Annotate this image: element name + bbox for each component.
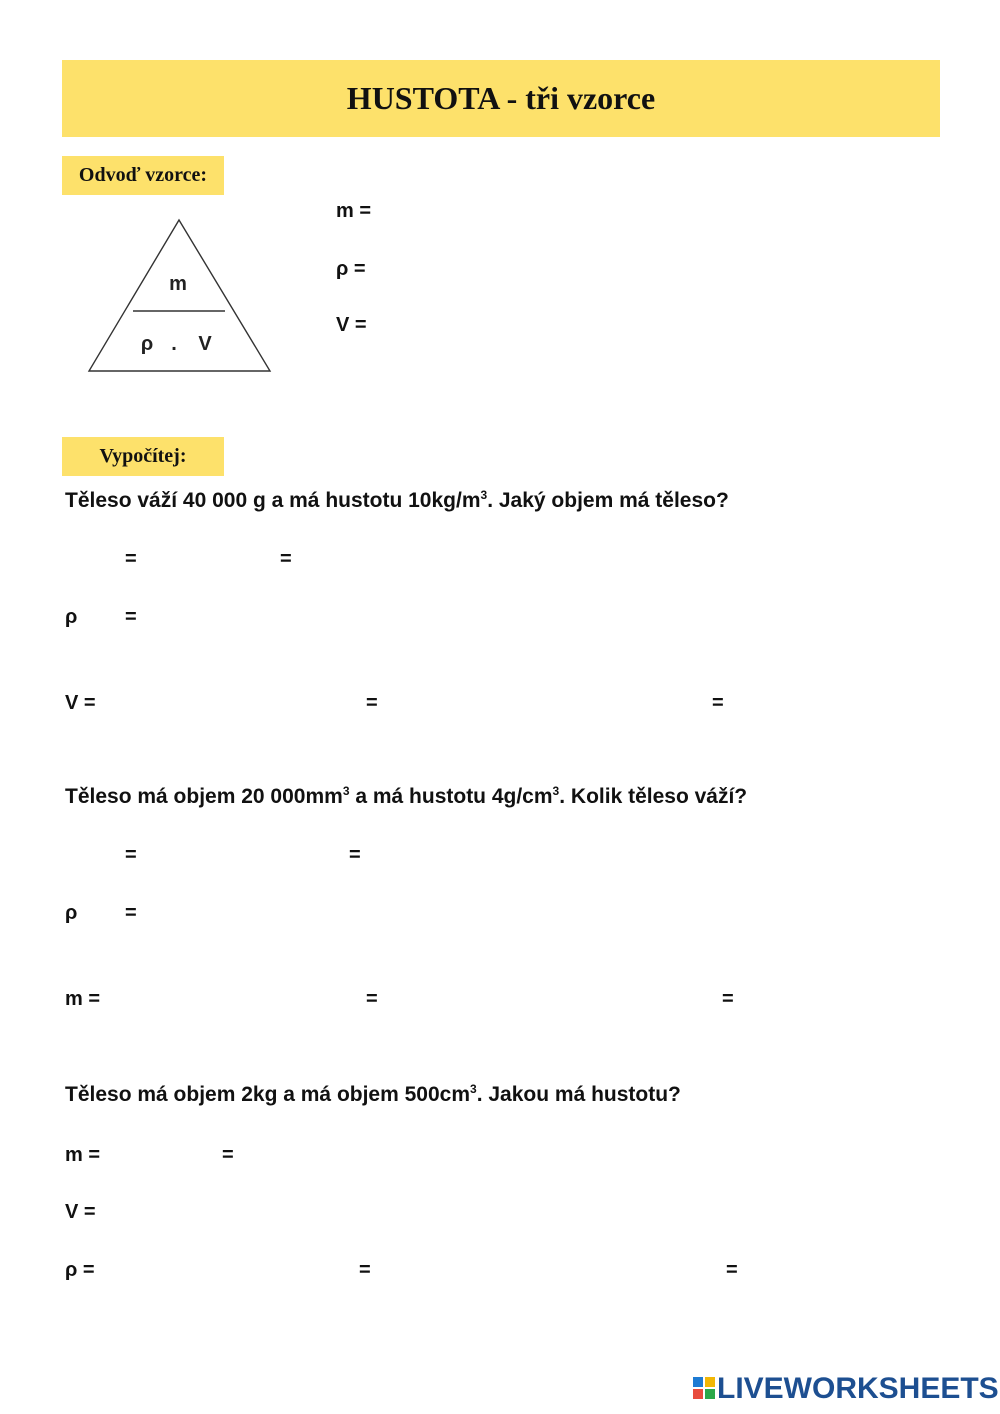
task3-row2-label: V = (65, 1201, 96, 1223)
triangle-dot: . (171, 333, 177, 355)
task3-row3-label: ρ = (65, 1259, 95, 1281)
formula-mass: m = (336, 200, 372, 222)
title-banner (62, 60, 940, 137)
formula-density: ρ = (336, 258, 366, 280)
task3-row3-eq1: = (359, 1259, 371, 1281)
task3-row1-label: m = (65, 1144, 101, 1166)
task1-row3-eq2: = (712, 692, 724, 714)
task3-row3-eq2: = (726, 1259, 738, 1281)
task2-row1-eq2: = (349, 844, 361, 866)
task1-row2-label: ρ (65, 606, 78, 628)
task2-row1-eq1: = (125, 844, 137, 866)
task3-row1-eq: = (222, 1144, 234, 1166)
task1-question: Těleso váží 40 000 g a má hustotu $10kg/m^3$. Jaký objem má těleso? (65, 488, 729, 512)
density-triangle (85, 215, 275, 377)
task1-row1-eq1: = (125, 548, 137, 570)
task2-row3-label: m = (65, 988, 101, 1010)
triangle-outline (89, 220, 270, 371)
section-label-derive: Odvoď vzorce: (62, 156, 224, 195)
task1-row3-eq1: = (366, 692, 378, 714)
task2-row3-eq2: = (722, 988, 734, 1010)
task2-row2-eq: = (125, 902, 137, 924)
task3-question: Těleso má objem 2kg a má objem $500cm^3$. Jakou má hustotu? (65, 1082, 681, 1106)
task1-row2-eq: = (125, 606, 137, 628)
task2-row3-eq1: = (366, 988, 378, 1010)
task2-question: Těleso má objem 20 $000mm^3$ a má hustotu $4g/cm^3$. Kolik těleso váží? (65, 784, 748, 808)
liveworksheets-icon (693, 1377, 715, 1399)
formula-volume: V = (336, 314, 367, 336)
liveworksheets-logo[interactable]: LIVEWORKSHEETS (717, 1372, 999, 1405)
triangle-density: ρ (140, 333, 154, 355)
triangle-mass: m (169, 273, 187, 295)
section-label-calculate: Vypočítej: (62, 437, 224, 476)
triangle-volume: V (198, 333, 212, 355)
page-title: HUSTOTA - tři vzorce (346, 80, 656, 116)
task2-row2-label: ρ (65, 902, 78, 924)
task1-row1-eq2: = (280, 548, 292, 570)
task1-row3-label: V = (65, 692, 96, 714)
